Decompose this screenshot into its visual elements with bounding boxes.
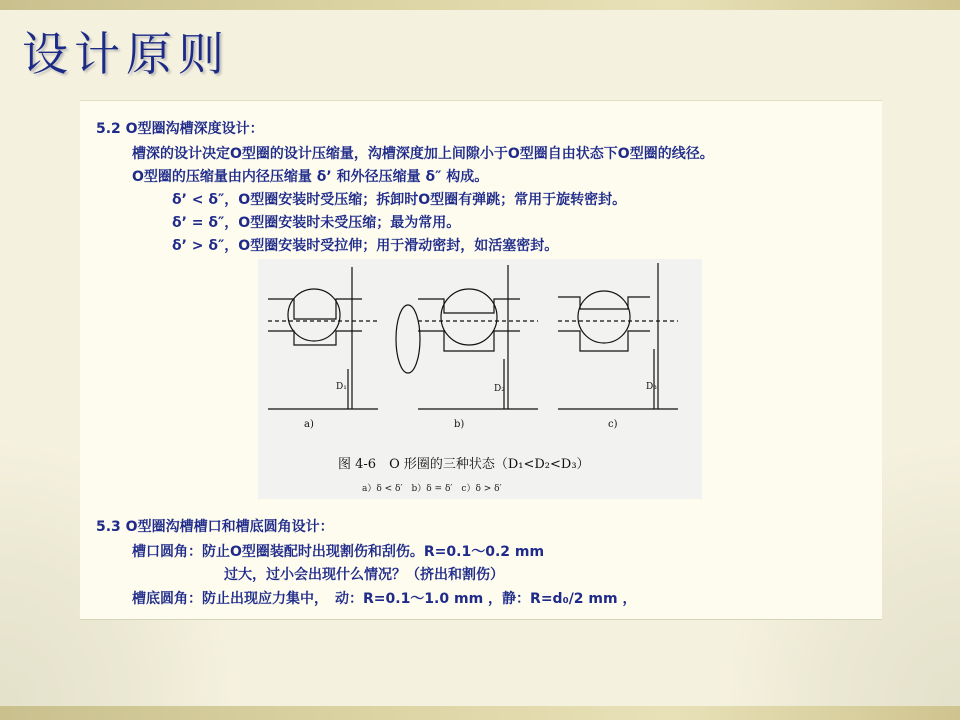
panel-c-drawing xyxy=(558,263,678,409)
section-heading-5-3: 5.3 O型圈沟槽槽口和槽底圆角设计： xyxy=(96,519,334,535)
bottom-decor-band xyxy=(0,706,960,720)
slot-mouth-fillet: 槽口圆角：防止O型圈装配时出现割伤和刮伤。R=0.1～0.2 mm xyxy=(132,544,545,560)
groove-depth-text: 槽深的设计决定O型圈的设计压缩量，沟槽深度加上间隙小于O型圈自由状态下O型圈的线径。 xyxy=(132,146,714,162)
slot-bottom-fillet: 槽底圆角：防止出现应力集中， 动：R=0.1～1.0 mm ，静：R=d₀/2 mm ， xyxy=(132,591,637,607)
section-heading-5-2: 5.2 O型圈沟槽深度设计： xyxy=(96,121,264,137)
panel-b-drawing xyxy=(418,265,538,409)
condition-1: δ’ < δ″，O型圈安装时受压缩；拆卸时O型圈有弹跳；常用于旋转密封。 xyxy=(172,192,627,208)
svg-text:D₁: D₁ xyxy=(336,382,347,392)
content-card xyxy=(80,100,882,620)
figure-subcaption: a）δ < δ′ b）δ = δ′ c）δ > δ′ xyxy=(362,484,502,494)
top-decor-band xyxy=(0,0,960,10)
panel-c-label: c) xyxy=(608,419,618,430)
slide-title: 设计原则 xyxy=(22,27,230,81)
o-ring-states-figure xyxy=(258,259,702,499)
svg-text:D₃: D₃ xyxy=(646,382,657,392)
panel-a-label: a) xyxy=(304,419,314,430)
svg-text:D₂: D₂ xyxy=(494,384,505,394)
figure-caption: 图 4-6 O 形圈的三种状态（D₁<D₂<D₃） xyxy=(338,457,590,472)
panel-b-label: b) xyxy=(454,419,465,430)
panel-a-drawing xyxy=(268,267,378,409)
slot-mouth-note: 过大，过小会出现什么情况？（挤出和割伤） xyxy=(224,567,504,583)
condition-3: δ’ > δ″，O型圈安装时受拉伸；用于滑动密封，如活塞密封。 xyxy=(172,238,559,254)
compression-text: O型圈的压缩量由内径压缩量 δ’ 和外径压缩量 δ″ 构成。 xyxy=(132,169,489,185)
condition-2: δ’ = δ″，O型圈安装时未受压缩；最为常用。 xyxy=(172,215,461,231)
